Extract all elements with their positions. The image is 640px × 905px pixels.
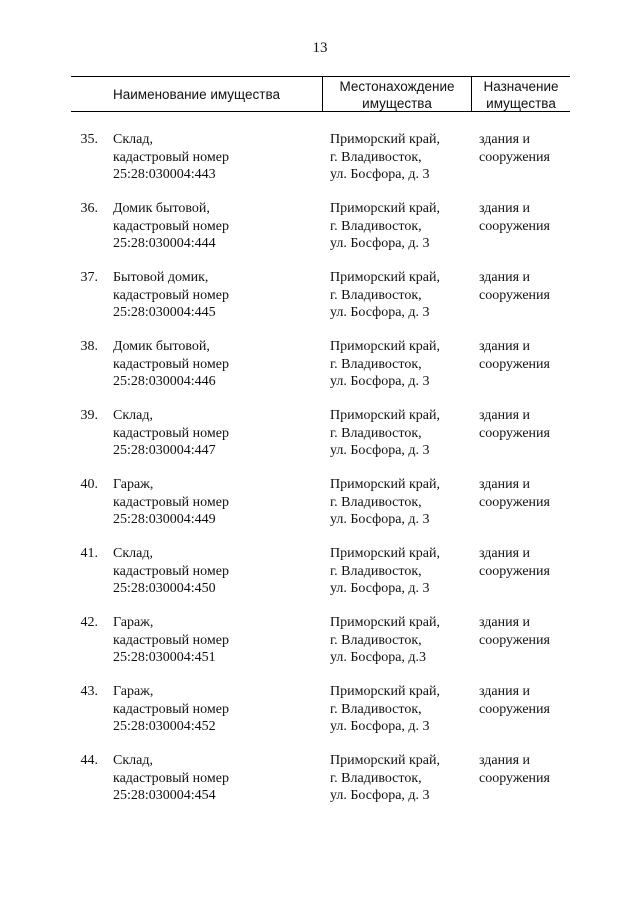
property-name-line: 25:28:030004:443 bbox=[113, 167, 216, 182]
property-location-line: Приморский край, bbox=[330, 753, 440, 768]
row-number: 36. bbox=[80, 201, 98, 216]
property-name-line: кадастровый номер bbox=[113, 701, 229, 717]
property-location-cell bbox=[330, 614, 470, 667]
property-purpose-cell bbox=[479, 752, 569, 787]
row-number: 35. bbox=[80, 132, 98, 147]
property-location-line: г. Владивосток, bbox=[330, 494, 422, 510]
column-header-purpose bbox=[472, 78, 570, 112]
property-purpose-line: здания и bbox=[479, 477, 531, 492]
property-purpose-line: здания и bbox=[479, 339, 531, 354]
property-location-line: Приморский край, bbox=[330, 408, 440, 423]
property-name-line: Склад, bbox=[113, 546, 153, 561]
property-name-cell bbox=[113, 131, 318, 184]
property-table-body bbox=[0, 131, 640, 821]
property-purpose-line: сооружения bbox=[479, 149, 550, 165]
row-number: 44. bbox=[80, 753, 98, 768]
column-header-name bbox=[71, 86, 322, 103]
property-name-cell bbox=[113, 683, 318, 736]
property-name-line: 25:28:030004:450 bbox=[113, 581, 216, 596]
property-name-line: кадастровый номер bbox=[113, 425, 229, 441]
property-name-line: Гараж, bbox=[113, 615, 154, 630]
property-purpose-line: здания и bbox=[479, 201, 531, 216]
table-row bbox=[0, 407, 640, 476]
property-location-line: ул. Босфора, д. 3 bbox=[330, 167, 430, 182]
property-purpose-line: здания и bbox=[479, 546, 531, 561]
property-purpose-line: здания и bbox=[479, 753, 531, 768]
property-name-line: 25:28:030004:445 bbox=[113, 305, 216, 320]
property-location-line: Приморский край, bbox=[330, 270, 440, 285]
property-location-line: г. Владивосток, bbox=[330, 149, 422, 165]
property-name-cell bbox=[113, 407, 318, 460]
property-name-cell bbox=[113, 200, 318, 253]
property-purpose-cell bbox=[479, 131, 569, 166]
property-name-line: кадастровый номер bbox=[113, 356, 229, 372]
property-location-line: г. Владивосток, bbox=[330, 701, 422, 717]
property-location-cell bbox=[330, 683, 470, 736]
property-purpose-line: здания и bbox=[479, 270, 531, 285]
property-location-line: ул. Босфора, д. 3 bbox=[330, 581, 430, 596]
property-purpose-line: сооружения bbox=[479, 494, 550, 510]
property-location-line: г. Владивосток, bbox=[330, 632, 422, 648]
property-name-cell bbox=[113, 752, 318, 805]
property-purpose-line: здания и bbox=[479, 408, 531, 423]
property-purpose-line: сооружения bbox=[479, 770, 550, 786]
property-name-line: кадастровый номер bbox=[113, 563, 229, 579]
property-name-line: кадастровый номер bbox=[113, 218, 229, 234]
property-name-line: Домик бытовой, bbox=[113, 201, 210, 216]
column-header-name-label: Наименование имущества bbox=[113, 87, 280, 102]
property-purpose-line: сооружения bbox=[479, 632, 550, 648]
property-purpose-line: сооружения bbox=[479, 218, 550, 234]
table-header-top-rule bbox=[71, 76, 570, 77]
table-row bbox=[0, 752, 640, 821]
property-name-cell bbox=[113, 614, 318, 667]
property-name-line: Склад, bbox=[113, 753, 153, 768]
property-name-cell bbox=[113, 269, 318, 322]
row-number: 40. bbox=[80, 477, 98, 492]
property-purpose-cell bbox=[479, 338, 569, 373]
property-location-line: г. Владивосток, bbox=[330, 356, 422, 372]
property-name-cell bbox=[113, 545, 318, 598]
page-number: 13 bbox=[312, 40, 328, 56]
property-location-line: г. Владивосток, bbox=[330, 425, 422, 441]
property-location-line: Приморский край, bbox=[330, 615, 440, 630]
row-number: 38. bbox=[80, 339, 98, 354]
property-location-line: г. Владивосток, bbox=[330, 218, 422, 234]
property-name-line: Гараж, bbox=[113, 477, 154, 492]
table-row bbox=[0, 200, 640, 269]
property-location-cell bbox=[330, 338, 470, 391]
row-number: 39. bbox=[80, 408, 98, 423]
property-location-cell bbox=[330, 476, 470, 529]
property-purpose-cell bbox=[479, 683, 569, 718]
property-purpose-line: сооружения bbox=[479, 701, 550, 717]
column-header-location-line1: Местонахождение bbox=[339, 79, 455, 94]
property-location-line: ул. Босфора, д. 3 bbox=[330, 788, 430, 803]
property-location-line: Приморский край, bbox=[330, 546, 440, 561]
property-location-line: Приморский край, bbox=[330, 477, 440, 492]
property-purpose-cell bbox=[479, 614, 569, 649]
property-location-line: Приморский край, bbox=[330, 201, 440, 216]
property-location-cell bbox=[330, 269, 470, 322]
property-purpose-line: здания и bbox=[479, 615, 531, 630]
table-row bbox=[0, 269, 640, 338]
property-name-cell bbox=[113, 476, 318, 529]
property-name-line: 25:28:030004:451 bbox=[113, 650, 216, 665]
property-location-line: ул. Босфора, д. 3 bbox=[330, 443, 430, 458]
property-purpose-cell bbox=[479, 407, 569, 442]
row-number: 37. bbox=[80, 270, 98, 285]
property-name-line: 25:28:030004:444 bbox=[113, 236, 216, 251]
property-location-line: г. Владивосток, bbox=[330, 563, 422, 579]
property-location-cell bbox=[330, 407, 470, 460]
property-name-line: 25:28:030004:452 bbox=[113, 719, 216, 734]
property-location-line: г. Владивосток, bbox=[330, 287, 422, 303]
property-location-line: Приморский край, bbox=[330, 132, 440, 147]
property-location-line: ул. Босфора, д. 3 bbox=[330, 305, 430, 320]
property-location-cell bbox=[330, 200, 470, 253]
property-purpose-cell bbox=[479, 476, 569, 511]
table-row bbox=[0, 476, 640, 545]
table-row bbox=[0, 131, 640, 200]
property-location-cell bbox=[330, 752, 470, 805]
column-header-purpose-line2: имущества bbox=[486, 96, 556, 111]
property-location-line: ул. Босфора, д.3 bbox=[330, 650, 427, 665]
property-location-line: ул. Босфора, д. 3 bbox=[330, 236, 430, 251]
property-purpose-line: сооружения bbox=[479, 425, 550, 441]
property-location-line: ул. Босфора, д. 3 bbox=[330, 719, 430, 734]
property-name-line: кадастровый номер bbox=[113, 287, 229, 303]
property-name-line: 25:28:030004:447 bbox=[113, 443, 216, 458]
property-name-line: Бытовой домик, bbox=[113, 270, 209, 285]
property-name-line: кадастровый номер bbox=[113, 149, 229, 165]
property-name-line: кадастровый номер bbox=[113, 494, 229, 510]
property-purpose-cell bbox=[479, 200, 569, 235]
table-row bbox=[0, 338, 640, 407]
property-purpose-cell bbox=[479, 269, 569, 304]
column-header-purpose-line1: Назначение bbox=[483, 79, 559, 94]
table-row bbox=[0, 545, 640, 614]
property-location-line: ул. Босфора, д. 3 bbox=[330, 512, 430, 527]
row-number: 42. bbox=[80, 615, 98, 630]
property-purpose-line: здания и bbox=[479, 132, 531, 147]
property-name-line: кадастровый номер bbox=[113, 770, 229, 786]
property-name-line: 25:28:030004:449 bbox=[113, 512, 216, 527]
property-name-line: 25:28:030004:454 bbox=[113, 788, 216, 803]
property-purpose-line: сооружения bbox=[479, 356, 550, 372]
column-header-location bbox=[323, 78, 471, 112]
property-name-line: 25:28:030004:446 bbox=[113, 374, 216, 389]
property-location-cell bbox=[330, 131, 470, 184]
property-purpose-line: сооружения bbox=[479, 287, 550, 303]
table-row bbox=[0, 614, 640, 683]
property-location-line: Приморский край, bbox=[330, 684, 440, 699]
column-header-location-line2: имущества bbox=[362, 96, 432, 111]
table-row bbox=[0, 683, 640, 752]
property-name-line: Домик бытовой, bbox=[113, 339, 210, 354]
property-name-line: Гараж, bbox=[113, 684, 154, 699]
property-location-cell bbox=[330, 545, 470, 598]
row-number: 43. bbox=[80, 684, 98, 699]
property-purpose-line: здания и bbox=[479, 684, 531, 699]
property-name-line: Склад, bbox=[113, 408, 153, 423]
property-location-line: г. Владивосток, bbox=[330, 770, 422, 786]
row-number: 41. bbox=[80, 546, 98, 561]
property-location-line: ул. Босфора, д. 3 bbox=[330, 374, 430, 389]
property-purpose-cell bbox=[479, 545, 569, 580]
property-purpose-line: сооружения bbox=[479, 563, 550, 579]
property-name-line: Склад, bbox=[113, 132, 153, 147]
property-location-line: Приморский край, bbox=[330, 339, 440, 354]
property-name-cell bbox=[113, 338, 318, 391]
property-name-line: кадастровый номер bbox=[113, 632, 229, 648]
